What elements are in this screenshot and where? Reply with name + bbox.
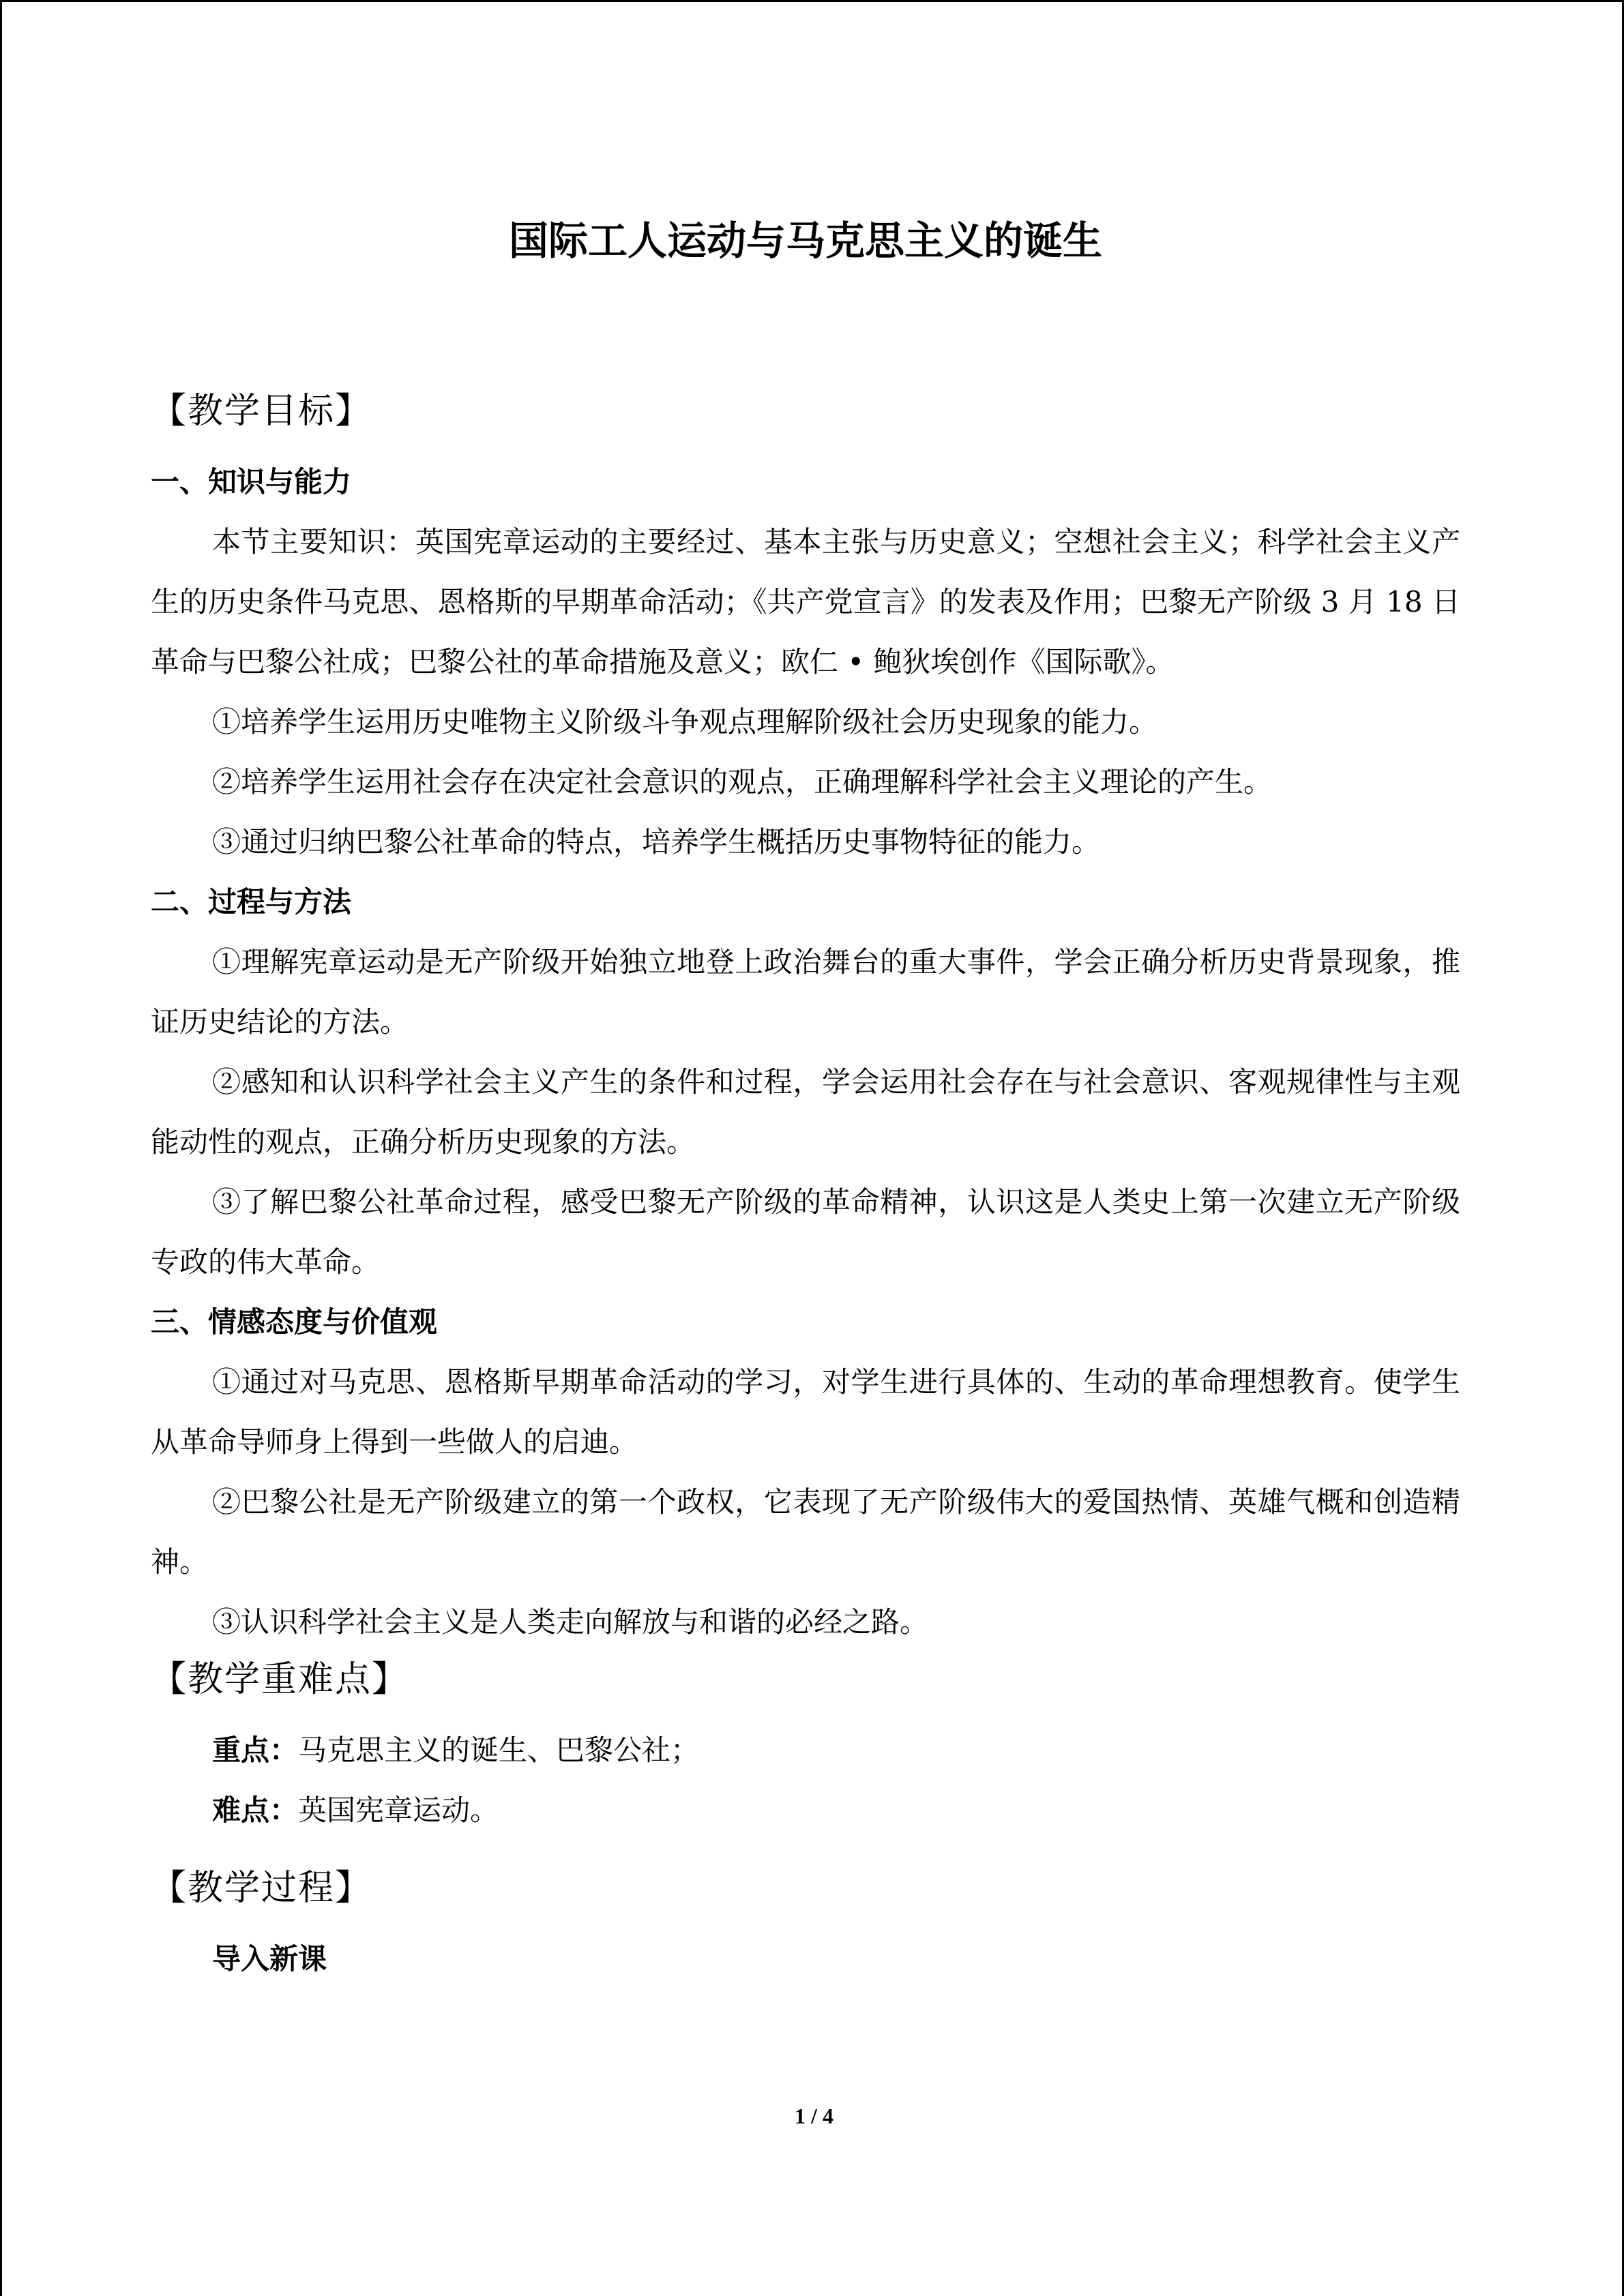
- paragraph: ②培养学生运用社会存在决定社会意识的观点，正确理解科学社会主义理论的产生。: [212, 765, 1273, 799]
- subheading-knowledge: 一、知识与能力: [151, 465, 352, 498]
- paragraph: ①培养学生运用历史唯物主义阶级斗争观点理解阶级社会历史现象的能力。: [212, 705, 1158, 739]
- section-heading-key-points: 【教学重难点】: [151, 1659, 409, 1700]
- focus-text: 马克思主义的诞生、巴黎公社；: [298, 1733, 700, 1767]
- lead-in-heading: 导入新课: [212, 1942, 327, 1976]
- paragraph: ②感知和认识科学社会主义产生的条件和过程，学会运用社会存在与社会意识、客观规律性与主观能动性的观点，正确分析历史现象的方法。: [151, 1065, 1460, 1159]
- paragraph: ②巴黎公社是无产阶级建立的第一个政权，它表现了无产阶级伟大的爱国热情、英雄气概和创造精神。: [151, 1485, 1460, 1579]
- section-heading-objectives: 【教学目标】: [151, 391, 372, 432]
- paragraph: 本节主要知识：英国宪章运动的主要经过、基本主张与历史意义；空想社会主义；科学社会主义产生的历史条件马克思、恩格斯的早期革命活动；《共产党宣言》的发表及作用；巴黎无产阶级 3 月 18 日革命与巴黎公社成；巴黎公社的革命措施及意义；欧仁 • 鲍狄埃创作《国际歌》。: [151, 525, 1460, 679]
- subheading-values: 三、情感态度与价值观: [151, 1305, 438, 1339]
- focus-line: [151, 1720, 1460, 1780]
- focus-label: 重点：: [212, 1733, 299, 1767]
- difficulty-label: 难点：: [212, 1793, 299, 1827]
- difficulty-text: 英国宪章运动。: [298, 1793, 499, 1827]
- paragraph: ①理解宪章运动是无产阶级开始独立地登上政治舞台的重大事件，学会正确分析历史背景现象，推证历史结论的方法。: [151, 945, 1460, 1039]
- section-heading-process: 【教学过程】: [151, 1868, 372, 1909]
- subheading-process: 二、过程与方法: [151, 885, 352, 919]
- paragraph: ①通过对马克思、恩格斯早期革命活动的学习，对学生进行具体的、生动的革命理想教育。使学生从革命导师身上得到一些做人的启迪。: [151, 1365, 1460, 1459]
- paragraph: ③认识科学社会主义是人类走向解放与和谐的必经之路。: [212, 1605, 929, 1639]
- page-number: 1 / 4: [795, 2104, 833, 2128]
- paragraph: ③了解巴黎公社革命过程，感受巴黎无产阶级的革命精神，认识这是人类史上第一次建立无产阶级专政的伟大革命。: [151, 1185, 1460, 1279]
- document-title: 国际工人运动与马克思主义的诞生: [508, 218, 1102, 264]
- paragraph: ③通过归纳巴黎公社革命的特点，培养学生概括历史事物特征的能力。: [212, 825, 1101, 859]
- difficulty-line: [151, 1780, 1460, 1840]
- page-content: [151, 207, 1460, 1989]
